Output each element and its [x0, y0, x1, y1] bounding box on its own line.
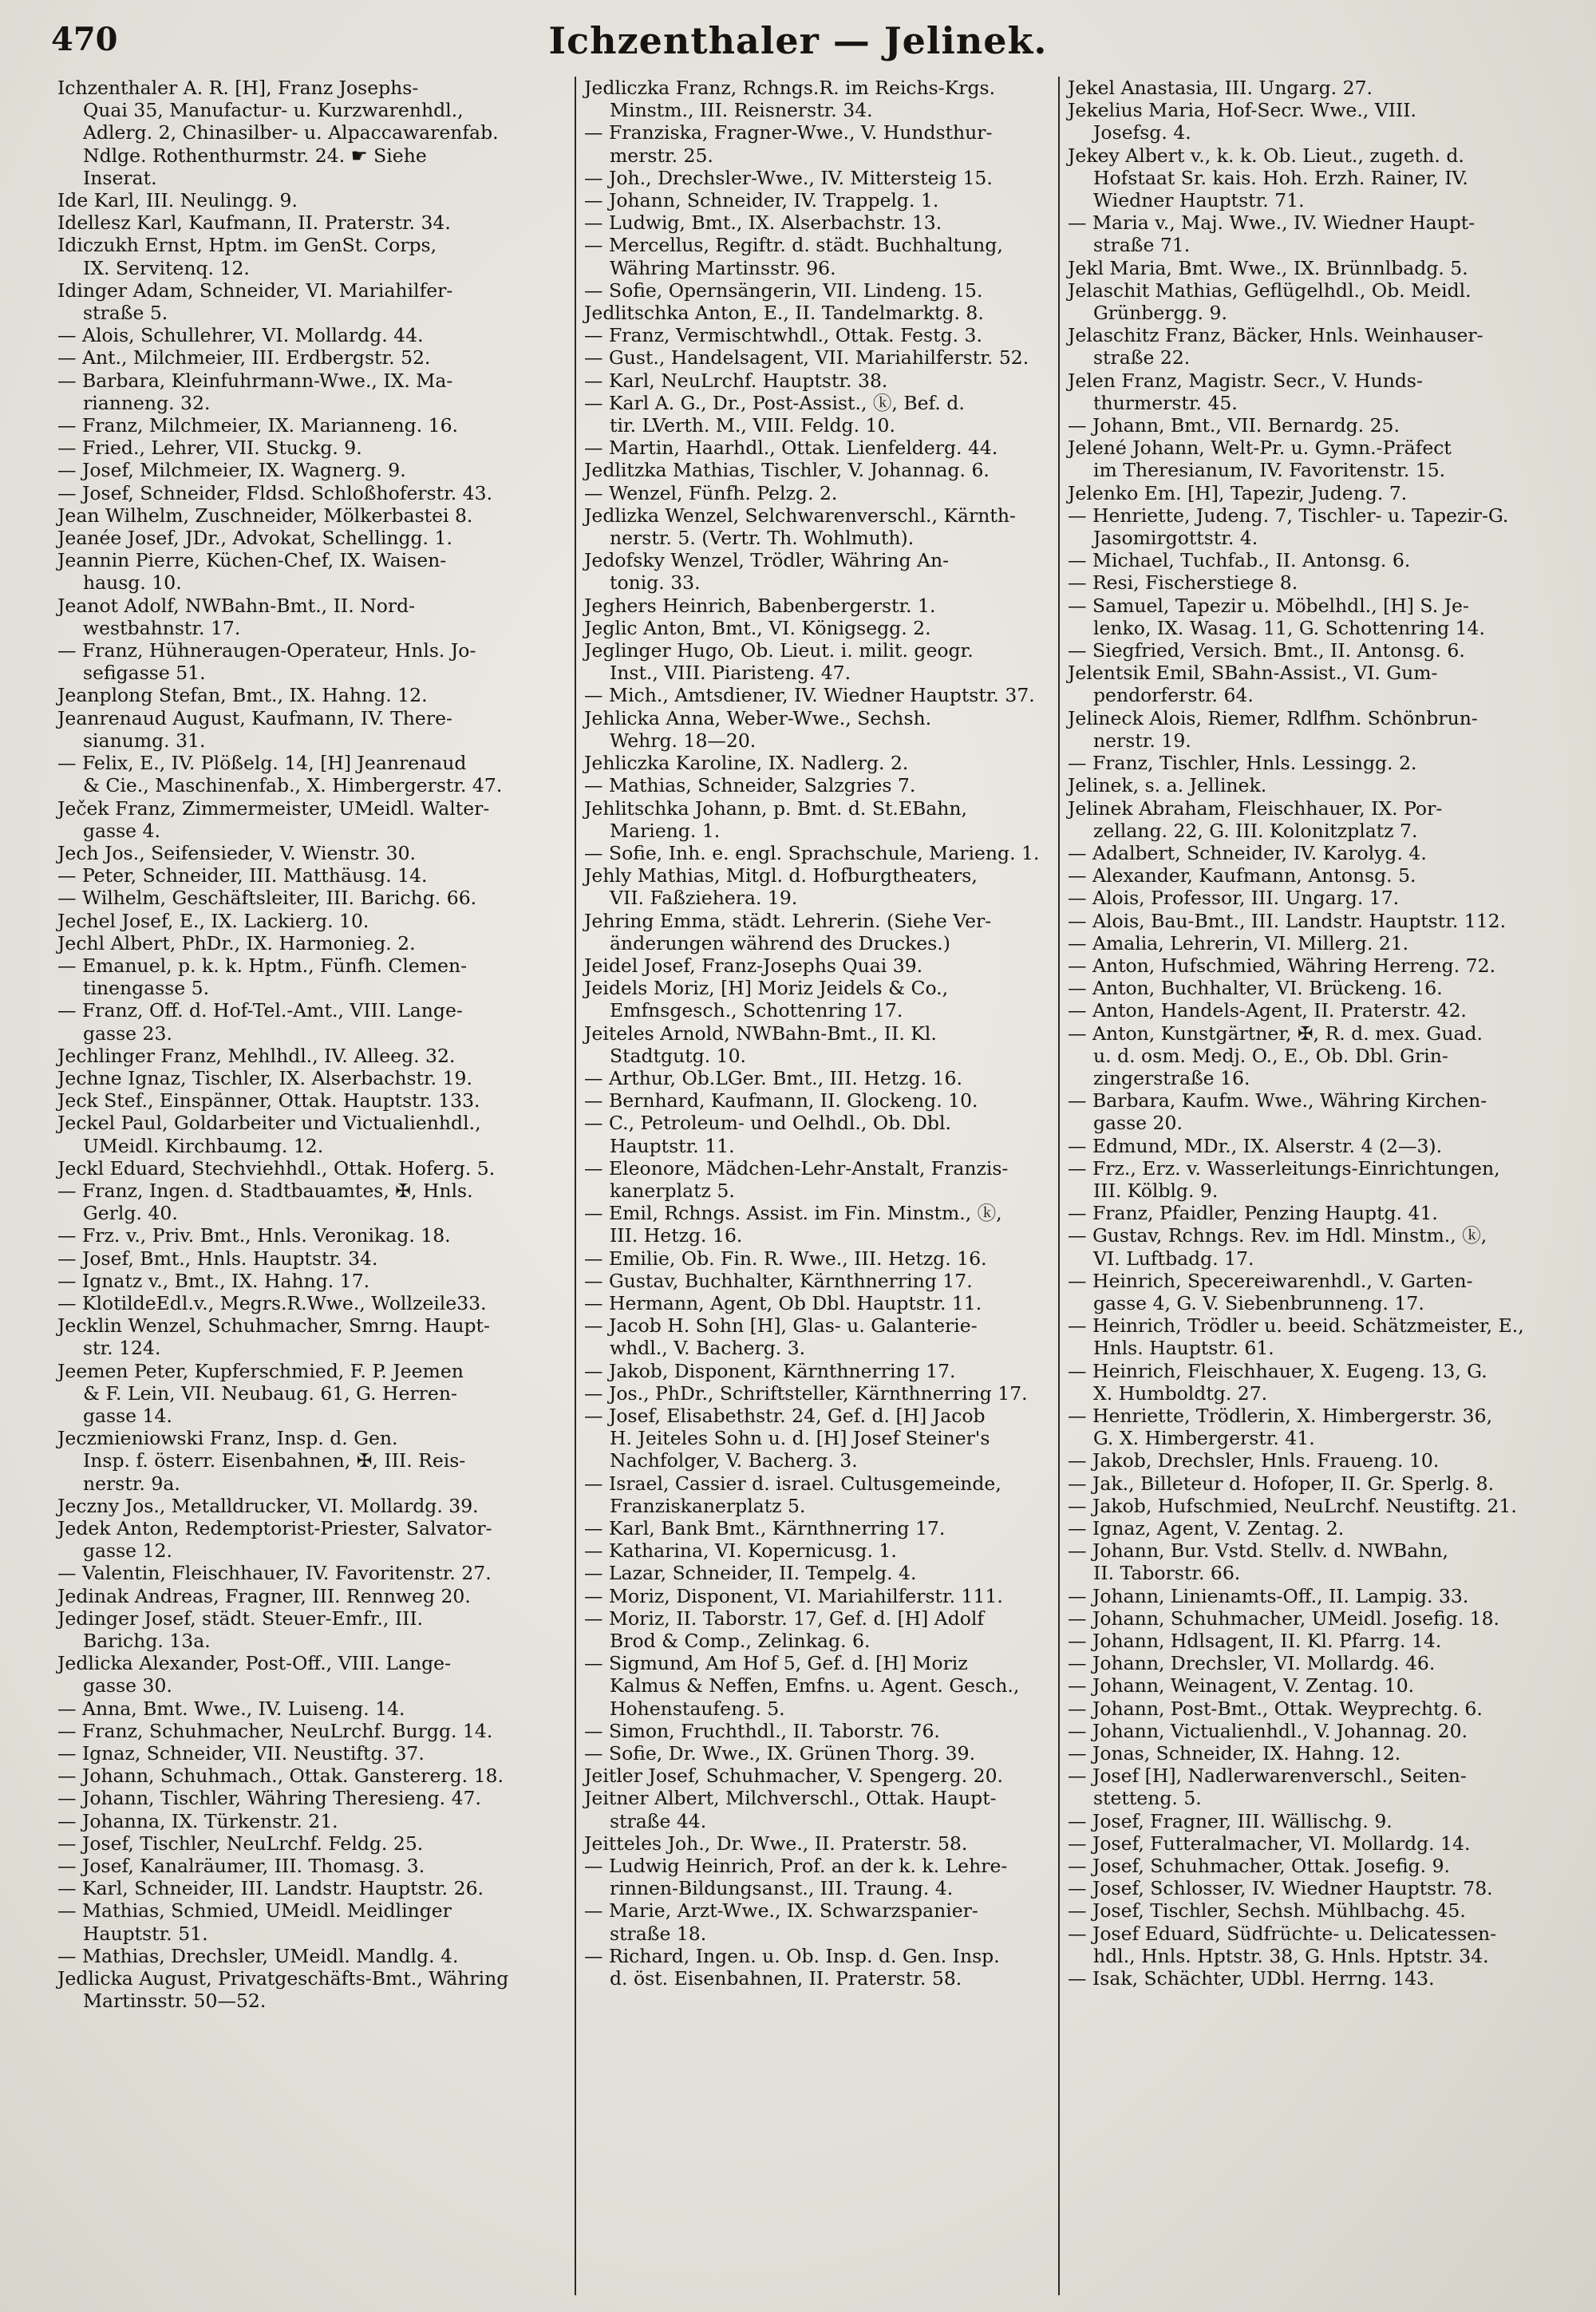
directory-entry: Jelenko Em. [H], Tapezir, Judeng. 7. — [1068, 481, 1408, 504]
directory-entry: Jelaschitz Franz, Bäcker, Hnls. Weinhauser- straße 22. — [1068, 324, 1483, 370]
directory-entry: — Karl, NeuLrchf. Hauptstr. 38. — [584, 369, 888, 392]
directory-entry: — Hermann, Agent, Ob Dbl. Hauptstr. 11. — [584, 1291, 982, 1314]
directory-entry: — Johann, Schuhmacher, UMeidl. Josefig. 18. — [1068, 1607, 1500, 1630]
directory-entry: Jechel Josef, E., IX. Lackierg. 10. — [57, 909, 369, 932]
directory-entry: — Jakob, Drechsler, Hnls. Fraueng. 10. — [1068, 1449, 1440, 1472]
directory-entry: Jeanée Josef, JDr., Advokat, Schellingg. 1. — [57, 527, 452, 550]
directory-entry: Jean Wilhelm, Zuschneider, Mölkerbastei 8. — [57, 504, 473, 527]
directory-entry: — Ant., Milchmeier, III. Erdbergstr. 52. — [57, 346, 431, 370]
directory-entry: — Isak, Schächter, UDbl. Herrng. 143. — [1068, 1967, 1435, 1990]
directory-entry: — Ignaz, Schneider, VII. Neustiftg. 37. — [57, 1742, 425, 1765]
page-number: 470 — [51, 21, 118, 58]
directory-entry: Jelinek, s. a. Jellinek. — [1068, 774, 1267, 797]
directory-entry: — Jacob H. Sohn [H], Glas- u. Galanterie- whdl., V. Bacherg. 3. — [584, 1314, 978, 1360]
directory-entry: — Anton, Hufschmied, Währing Herreng. 72. — [1068, 954, 1496, 977]
directory-entry: Jekey Albert v., k. k. Ob. Lieut., zugeth. d. Hofstaat Sr. kais. Hoh. Erzh. Rainer, IV. Wiedner Hauptstr. 71. — [1068, 144, 1468, 212]
directory-entry: — Arthur, Ob.LGer. Bmt., III. Hetzg. 16. — [584, 1066, 962, 1089]
directory-entry: Jeck Stef., Einspänner, Ottak. Hauptstr. 133. — [57, 1089, 480, 1113]
directory-entry: — Anton, Buchhalter, VI. Brückeng. 16. — [1068, 977, 1443, 1000]
directory-entry: Jeidel Josef, Franz-Josephs Quai 39. — [584, 954, 923, 977]
directory-entry: — Josef, Bmt., Hnls. Hauptstr. 34. — [57, 1247, 378, 1270]
directory-entry: — Josef, Kanalräumer, III. Thomasg. 3. — [57, 1855, 425, 1878]
directory-entry: — Josef, Elisabethstr. 24, Gef. d. [H] Jacob H. Jeiteles Sohn u. d. [H] Josef Steiner's Nachfolger, V. Bacherg. 3. — [584, 1404, 990, 1472]
directory-entry: Jekel Anastasia, III. Ungarg. 27. — [1068, 77, 1373, 99]
directory-entry: Idiczukh Ernst, Hptm. im GenSt. Corps, IX. Servitenq. 12. — [57, 234, 437, 279]
directory-entry: Jeitteles Joh., Dr. Wwe., II. Praterstr. 58. — [584, 1832, 968, 1855]
directory-entry: — Samuel, Tapezir u. Möbelhdl., [H] S. Je- lenko, IX. Wasag. 11, G. Schottenring 14. — [1068, 594, 1485, 639]
directory-entry: Jelené Johann, Welt-Pr. u. Gymn.-Präfect im Theresianum, IV. Favoritenstr. 15. — [1068, 437, 1452, 482]
directory-entry: — Katharina, VI. Kopernicusg. 1. — [584, 1539, 897, 1563]
directory-entry: Jeghers Heinrich, Babenbergerstr. 1. — [584, 594, 936, 617]
directory-entry: — Johann, Linienamts-Off., II. Lampig. 33. — [1068, 1584, 1469, 1607]
directory-entry: — Wenzel, Fünfh. Pelzg. 2. — [584, 481, 838, 504]
directory-entry: — Jonas, Schneider, IX. Hahng. 12. — [1068, 1742, 1401, 1765]
directory-entry: Jelineck Alois, Riemer, Rdlfhm. Schönbrun- nerstr. 19. — [1068, 706, 1478, 752]
directory-entry: — Felix, E., IV. Plößelg. 14, [H] Jeanrenaud & Cie., Maschinenfab., X. Himbergerstr. 47. — [57, 752, 503, 797]
directory-entry: Jelinek Abraham, Fleischhauer, IX. Por- zellang. 22, G. III. Kolonitzplatz 7. — [1068, 796, 1443, 842]
directory-entry: Jelen Franz, Magistr. Secr., V. Hunds- thurmerstr. 45. — [1068, 369, 1423, 414]
directory-entry: — Sofie, Dr. Wwe., IX. Grünen Thorg. 39. — [584, 1742, 976, 1765]
directory-entry: — Franz, Vermischtwhdl., Ottak. Festg. 3. — [584, 324, 982, 347]
directory-entry: — Heinrich, Specereiwarenhdl., V. Garten- gasse 4, G. V. Siebenbrunneng. 17. — [1068, 1269, 1473, 1314]
directory-entry: — Siegfried, Versich. Bmt., II. Antonsg. 6. — [1068, 639, 1465, 662]
directory-entry: — Bernhard, Kaufmann, II. Glockeng. 10. — [584, 1089, 978, 1113]
directory-entry: — Johann, Drechsler, VI. Mollardg. 46. — [1068, 1652, 1436, 1675]
directory-entry: — Josef, Tischler, Sechsh. Mühlbachg. 45. — [1068, 1899, 1466, 1923]
directory-entry: — Franz, Pfaidler, Penzing Hauptg. 41. — [1068, 1202, 1438, 1225]
directory-entry: — Resi, Fischerstiege 8. — [1068, 571, 1298, 595]
directory-entry: — Alexander, Kaufmann, Antonsg. 5. — [1068, 864, 1416, 887]
directory-entry: — Jakob, Hufschmied, NeuLrchf. Neustiftg. 21. — [1068, 1494, 1517, 1517]
directory-entry: — Sofie, Inh. e. engl. Sprachschule, Marieng. 1. — [584, 841, 1040, 864]
directory-entry: — Mercellus, Regiftr. d. städt. Buchhaltung, Währing Martinsstr. 96. — [584, 234, 1003, 279]
directory-entry: Jeanrenaud August, Kaufmann, IV. There- sianumg. 31. — [57, 706, 452, 752]
directory-entry: — Martin, Haarhdl., Ottak. Lienfelderg. 44. — [584, 437, 998, 460]
directory-entry: — Mathias, Schmied, UMeidl. Meidlinger Hauptstr. 51. — [57, 1899, 452, 1945]
directory-entry: — Sigmund, Am Hof 5, Gef. d. [H] Moriz Kalmus & Neffen, Emfns. u. Agent. Gesch., Hohenstaufeng. 5. — [584, 1652, 1020, 1720]
directory-entry: — Johann, Bmt., VII. Bernardg. 25. — [1068, 414, 1400, 437]
column-2 — [576, 77, 1060, 2295]
directory-columns — [49, 77, 1543, 2295]
directory-entry: — Karl A. G., Dr., Post-Assist., ⓚ, Bef. d. tir. LVerth. M., VIII. Feldg. 10. — [584, 391, 965, 437]
directory-entry: — Mathias, Schneider, Salzgries 7. — [584, 774, 916, 797]
directory-entry: — Maria v., Maj. Wwe., IV. Wiedner Haupt- straße 71. — [1068, 211, 1476, 257]
directory-entry: Jedek Anton, Redemptorist-Priester, Salvator- gasse 12. — [57, 1517, 492, 1563]
directory-entry: Jeglic Anton, Bmt., VI. Königsegg. 2. — [584, 616, 931, 639]
directory-entry: Jehlitschka Johann, p. Bmt. d. St.EBahn, Marieng. 1. — [584, 796, 968, 842]
directory-entry: — Marie, Arzt-Wwe., IX. Schwarzspanier- straße 18. — [584, 1899, 978, 1945]
directory-entry: — Johann, Tischler, Währing Theresieng. 47. — [57, 1787, 481, 1810]
directory-entry: — Josef [H], Nadlerwarenverschl., Seiten- stetteng. 5. — [1068, 1765, 1467, 1810]
directory-entry: — Josef, Schuhmacher, Ottak. Josefig. 9. — [1068, 1855, 1451, 1878]
directory-entry: — Heinrich, Fleischhauer, X. Eugeng. 13, G. X. Humboldtg. 27. — [1068, 1359, 1487, 1405]
directory-entry: — C., Petroleum- und Oelhdl., Ob. Dbl. Hauptstr. 11. — [584, 1112, 951, 1157]
directory-entry: Jeiteles Arnold, NWBahn-Bmt., II. Kl. Stadtgutg. 10. — [584, 1022, 937, 1067]
directory-entry: — Anton, Kunstgärtner, ✠, R. d. mex. Guad. u. d. osm. Medj. O., E., Ob. Dbl. Grin- zingerstraße 16. — [1068, 1022, 1483, 1089]
directory-entry: — Amalia, Lehrerin, VI. Millerg. 21. — [1068, 931, 1409, 954]
directory-entry: Jeanot Adolf, NWBahn-Bmt., II. Nord- westbahnstr. 17. — [57, 594, 416, 639]
directory-entry: — Fried., Lehrer, VII. Stuckg. 9. — [57, 437, 362, 460]
directory-entry: Jeglinger Hugo, Ob. Lieut. i. milit. geogr. Inst., VIII. Piaristeng. 47. — [584, 639, 974, 685]
directory-entry: Jeidels Moriz, [H] Moriz Jeidels & Co., Emfnsgesch., Schottenring 17. — [584, 977, 949, 1022]
directory-entry: Jecklin Wenzel, Schuhmacher, Smrng. Haupt- str. 124. — [57, 1314, 490, 1360]
directory-entry: — Franz, Tischler, Hnls. Lessingg. 2. — [1068, 752, 1417, 775]
directory-entry: — Frz. v., Priv. Bmt., Hnls. Veronikag. 18. — [57, 1224, 451, 1247]
directory-entry: — Jos., PhDr., Schriftsteller, Kärnthnerring 17. — [584, 1381, 1028, 1405]
directory-entry: — Lazar, Schneider, II. Tempelg. 4. — [584, 1562, 917, 1585]
directory-entry: Jedlitschka Anton, E., II. Tandelmarktg. 8. — [584, 302, 984, 325]
directory-entry: — Johann, Bur. Vstd. Stellv. d. NWBahn, II. Taborstr. 66. — [1068, 1539, 1448, 1585]
directory-entry: Ječek Franz, Zimmermeister, UMeidl. Walter- gasse 4. — [57, 796, 490, 842]
directory-entry: Jeckel Paul, Goldarbeiter und Victualienhdl., UMeidl. Kirchbaumg. 12. — [57, 1112, 481, 1157]
directory-entry: — Josef, Milchmeier, IX. Wagnerg. 9. — [57, 459, 406, 482]
directory-entry: — Emil, Rchngs. Assist. im Fin. Minstm., ⓚ, III. Hetzg. 16. — [584, 1202, 1002, 1247]
directory-entry: Jehliczka Karoline, IX. Nadlerg. 2. — [584, 752, 909, 775]
directory-entry: — Mich., Amtsdiener, IV. Wiedner Hauptstr. 37. — [584, 684, 1035, 707]
directory-entry: — Anna, Bmt. Wwe., IV. Luiseng. 14. — [57, 1697, 405, 1720]
directory-entry: — Jakob, Disponent, Kärnthnerring 17. — [584, 1359, 956, 1382]
directory-entry: Ide Karl, III. Neulingg. 9. — [57, 189, 298, 212]
directory-entry: — Valentin, Fleischhauer, IV. Favoritenstr. 27. — [57, 1562, 492, 1585]
directory-entry: Jeannin Pierre, Küchen-Chef, IX. Waisen- hausg. 10. — [57, 549, 447, 595]
directory-entry: — Alois, Professor, III. Ungarg. 17. — [1068, 887, 1400, 910]
directory-entry: Idinger Adam, Schneider, VI. Mariahilfer- straße 5. — [57, 279, 453, 325]
directory-entry: — Sofie, Opernsängerin, VII. Lindeng. 15. — [584, 279, 983, 302]
directory-entry: — Josef, Tischler, NeuLrchf. Feldg. 25. — [57, 1832, 424, 1855]
directory-entry: Jehlicka Anna, Weber-Wwe., Sechsh. Wehrg. 18—20. — [584, 706, 932, 752]
directory-entry: — Ludwig, Bmt., IX. Alserbachstr. 13. — [584, 211, 942, 235]
directory-entry: Jedliczka Franz, Rchngs.R. im Reichs-Krgs. Minstm., III. Reisnerstr. 34. — [584, 77, 996, 122]
directory-entry: — KlotildeEdl.v., Megrs.R.Wwe., Wollzeile33. — [57, 1291, 487, 1314]
directory-entry: Jeitner Albert, Milchverschl., Ottak. Haupt- straße 44. — [584, 1787, 997, 1832]
page-header — [0, 18, 1596, 73]
directory-entry: — Moriz, Disponent, VI. Mariahilferstr. 111. — [584, 1584, 1003, 1607]
directory-entry: — Johann, Schuhmach., Ottak. Ganstererg. 18. — [57, 1765, 504, 1788]
directory-entry: — Eleonore, Mädchen-Lehr-Anstalt, Franzis- kanerplatz 5. — [584, 1156, 1009, 1202]
directory-entry: — Israel, Cassier d. israel. Cultusgemeinde, Franziskanerplatz 5. — [584, 1472, 1001, 1517]
directory-entry: — Gustav, Buchhalter, Kärnthnerring 17. — [584, 1269, 973, 1292]
directory-entry: — Emanuel, p. k. k. Hptm., Fünfh. Clemen- tinengasse 5. — [57, 954, 468, 1000]
directory-entry: Jechlinger Franz, Mehlhdl., IV. Alleeg. 32. — [57, 1044, 456, 1067]
directory-entry: Ichzenthaler A. R. [H], Franz Josephs- Quai 35, Manufactur- u. Kurzwarenhdl., Adlerg. 2, Chinasilber- u. Alpaccawarenfab. Ndlge. Rothenthurmstr. 24. ☛ Siehe Inserat. — [57, 77, 499, 189]
directory-entry: — Karl, Bank Bmt., Kärnthnerring 17. — [584, 1517, 946, 1539]
directory-entry: — Gust., Handelsagent, VII. Mariahilferstr. 52. — [584, 346, 1029, 370]
directory-entry: Jechl Albert, PhDr., IX. Harmonieg. 2. — [57, 931, 416, 954]
directory-entry: Jedinger Josef, städt. Steuer-Emfr., III. Barichg. 13a. — [57, 1607, 424, 1653]
directory-entry: Jech Jos., Seifensieder, V. Wienstr. 30. — [57, 841, 416, 864]
directory-entry: Jedinak Andreas, Fragner, III. Rennweg 20. — [57, 1584, 471, 1607]
directory-entry: — Mathias, Drechsler, UMeidl. Mandlg. 4. — [57, 1944, 459, 1967]
directory-entry: Jeckl Eduard, Stechviehhdl., Ottak. Hoferg. 5. — [57, 1156, 496, 1180]
directory-entry: — Josef, Schneider, Fldsd. Schloßhoferstr. 43. — [57, 481, 493, 504]
directory-entry: — Ignaz, Agent, V. Zentag. 2. — [1068, 1517, 1345, 1539]
directory-entry: — Alois, Bau-Bmt., III. Landstr. Hauptstr. 112. — [1068, 909, 1507, 932]
directory-entry: Jedlitzka Mathias, Tischler, V. Johannag. 6. — [584, 459, 990, 482]
directory-entry: — Jak., Billeteur d. Hofoper, II. Gr. Sperlg. 8. — [1068, 1472, 1495, 1495]
directory-entry: — Peter, Schneider, III. Matthäusg. 14. — [57, 864, 428, 887]
directory-entry: Jelentsik Emil, SBahn-Assist., VI. Gum- pendorferstr. 64. — [1068, 662, 1438, 707]
directory-entry: — Michael, Tuchfab., II. Antonsg. 6. — [1068, 549, 1411, 572]
directory-entry: — Johann, Post-Bmt., Ottak. Weyprechtg. 6. — [1068, 1697, 1483, 1720]
directory-entry: Jechne Ignaz, Tischler, IX. Alserbachstr. 19. — [57, 1066, 472, 1089]
directory-entry: — Karl, Schneider, III. Landstr. Hauptstr. 26. — [57, 1877, 484, 1900]
directory-entry: Jeemen Peter, Kupferschmied, F. P. Jeemen & F. Lein, VII. Neubaug. 61, G. Herren- gasse 14. — [57, 1359, 464, 1427]
directory-entry: — Franz, Milchmeier, IX. Marianneng. 16. — [57, 414, 459, 437]
directory-entry: — Frz., Erz. v. Wasserleitungs-Einrichtungen, III. Kölblg. 9. — [1068, 1156, 1500, 1202]
directory-entry: — Johann, Victualienhdl., V. Johannag. 20. — [1068, 1719, 1468, 1742]
directory-entry: Jedlicka Alexander, Post-Off., VIII. Lange- gasse 30. — [57, 1652, 452, 1697]
directory-entry: — Josef, Fragner, III. Wällischg. 9. — [1068, 1809, 1393, 1832]
directory-entry: Jeanplong Stefan, Bmt., IX. Hahng. 12. — [57, 684, 428, 707]
directory-entry: Jelaschit Mathias, Geflügelhdl., Ob. Meidl. Grünbergg. 9. — [1068, 279, 1472, 325]
column-1 — [49, 77, 576, 2295]
directory-entry: — Josef, Futteralmacher, VI. Mollardg. 14. — [1068, 1832, 1471, 1855]
directory-entry: — Johann, Weinagent, V. Zentag. 10. — [1068, 1674, 1415, 1697]
directory-entry: — Heinrich, Trödler u. beeid. Schätzmeister, E., Hnls. Hauptstr. 61. — [1068, 1314, 1524, 1360]
directory-entry: Jehly Mathias, Mitgl. d. Hofburgtheaters, VII. Faßziehera. 19. — [584, 864, 978, 910]
directory-entry: Jedofsky Wenzel, Trödler, Währing An- tonig. 33. — [584, 549, 950, 595]
directory-entry: — Josef Eduard, Südfrüchte- u. Delicatessen- hdl., Hnls. Hptstr. 38, G. Hnls. Hptstr. 34. — [1068, 1922, 1497, 1967]
directory-entry: — Johanna, IX. Türkenstr. 21. — [57, 1809, 338, 1832]
directory-entry: — Joh., Drechsler-Wwe., IV. Mittersteig 15. — [584, 166, 993, 189]
directory-entry: Idellesz Karl, Kaufmann, II. Praterstr. 34. — [57, 211, 451, 235]
directory-entry: — Wilhelm, Geschäftsleiter, III. Barichg. 66. — [57, 887, 477, 910]
directory-entry: — Franz, Schuhmacher, NeuLrchf. Burgg. 14. — [57, 1719, 493, 1742]
directory-entry: — Josef, Schlosser, IV. Wiedner Hauptstr. 78. — [1068, 1877, 1493, 1900]
directory-entry: — Edmund, MDr., IX. Alserstr. 4 (2—3). — [1068, 1134, 1443, 1157]
running-head: Ichzenthaler — Jelinek. — [548, 19, 1048, 62]
directory-entry: — Alois, Schullehrer, VI. Mollardg. 44. — [57, 324, 424, 347]
directory-entry: — Barbara, Kleinfuhrmann-Wwe., IX. Ma- rianneng. 32. — [57, 369, 453, 414]
directory-entry: — Henriette, Trödlerin, X. Himbergerstr. 36, G. X. Himbergerstr. 41. — [1068, 1404, 1493, 1450]
directory-entry: — Franziska, Fragner-Wwe., V. Hundsthur- merstr. 25. — [584, 121, 993, 167]
directory-entry: — Anton, Handels-Agent, II. Praterstr. 42. — [1068, 999, 1467, 1022]
directory-entry: Jekl Maria, Bmt. Wwe., IX. Brünnlbadg. 5. — [1068, 256, 1468, 279]
directory-entry: — Barbara, Kaufm. Wwe., Währing Kirchen- gasse 20. — [1068, 1089, 1487, 1135]
directory-entry: Jedlicka August, Privatgeschäfts-Bmt., Währing Martinsstr. 50—52. — [57, 1967, 509, 2013]
directory-entry: — Richard, Ingen. u. Ob. Insp. d. Gen. Insp. d. öst. Eisenbahnen, II. Praterstr. 58. — [584, 1944, 1000, 1990]
directory-entry: — Franz, Hühneraugen-Operateur, Hnls. Jo- sefigasse 51. — [57, 639, 476, 685]
directory-entry: — Gustav, Rchngs. Rev. im Hdl. Minstm., ⓚ, VI. Luftbadg. 17. — [1068, 1224, 1487, 1270]
directory-entry: Jehring Emma, städt. Lehrerin. (Siehe Ver- änderungen während des Druckes.) — [584, 909, 992, 954]
directory-entry: Jedlizka Wenzel, Selchwarenverschl., Kärnth- nerstr. 5. (Vertr. Th. Wohlmuth). — [584, 504, 1016, 550]
directory-entry: — Franz, Off. d. Hof-Tel.-Amt., VIII. Lange- gasse 23. — [57, 999, 463, 1045]
directory-entry: — Henriette, Judeng. 7, Tischler- u. Tapezir-G. Jasomirgottstr. 4. — [1068, 504, 1509, 550]
directory-entry: — Moriz, II. Taborstr. 17, Gef. d. [H] Adolf Brod & Comp., Zelinkag. 6. — [584, 1607, 985, 1653]
directory-entry: — Johann, Hdlsagent, II. Kl. Pfarrg. 14. — [1068, 1630, 1442, 1653]
directory-entry: Jekelius Maria, Hof-Secr. Wwe., VIII. Josefsg. 4. — [1068, 99, 1417, 144]
directory-entry: — Emilie, Ob. Fin. R. Wwe., III. Hetzg. 16. — [584, 1247, 987, 1270]
column-3 — [1060, 77, 1543, 2295]
directory-entry: Jeitler Josef, Schuhmacher, V. Spengerg. 20. — [584, 1765, 1004, 1788]
directory-entry: — Simon, Fruchthdl., II. Taborstr. 76. — [584, 1719, 940, 1742]
directory-entry: Jeczmieniowski Franz, Insp. d. Gen. Insp. f. österr. Eisenbahnen, ✠, III. Reis- nerstr. 9a. — [57, 1427, 466, 1495]
directory-entry: Jeczny Jos., Metalldrucker, VI. Mollardg. 39. — [57, 1494, 479, 1517]
directory-entry: — Johann, Schneider, IV. Trappelg. 1. — [584, 189, 939, 212]
directory-entry: — Adalbert, Schneider, IV. Karolyg. 4. — [1068, 841, 1427, 864]
directory-entry: — Ignatz v., Bmt., IX. Hahng. 17. — [57, 1269, 370, 1292]
directory-entry: — Ludwig Heinrich, Prof. an der k. k. Lehre- rinnen-Bildungsanst., III. Traung. 4. — [584, 1855, 1008, 1900]
directory-entry: — Franz, Ingen. d. Stadtbauamtes, ✠, Hnls. Gerlg. 40. — [57, 1179, 473, 1225]
